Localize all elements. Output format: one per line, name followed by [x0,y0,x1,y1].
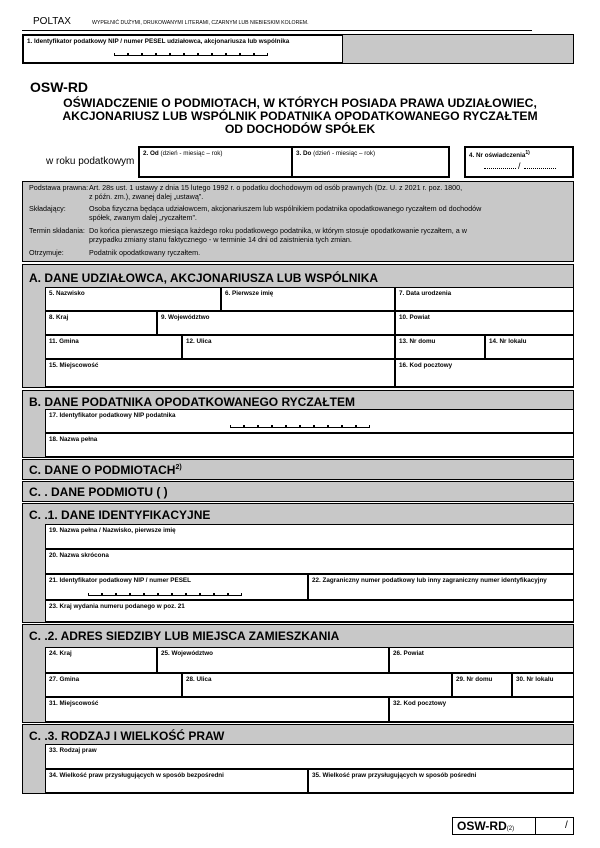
poltax-label: POLTAX [33,16,71,27]
info-box: Podstawa prawna: Art. 28s ust. 1 ustawy z dnia 15 lutego 1992 r. o podatku dochodowym od osób prawnych (Dz. U. z 2021 r. poz. 1800, z późn. zm.), zwanej dalej „ustawą”. Składający: Osoba fizyczna będąca udziałowcem, akcjonariuszem lub wspólnikiem podatnika opodatkowanego ryczałtem od dochodów spółek, zwanym dalej „ryczałtem”. Termin składania: Do końca pierwszego miesiąca każdego roku podatkowego podatnika, w którym stosuje opodatkowanie ryczałtem, a w przypadku zmiany stanu faktycznego - w terminie 14 dni od zaistnienia tych zmian. Otrzymuje: Podatnik opodatkowany ryczałtem. [22,181,574,262]
section-c1: C. .1. DANE IDENTYFIKACYJNE 19. Nazwa pełna / Nazwisko, pierwsze imię 20. Nazwa skrócona 21. Identyfikator podatkowy NIP / numer PESEL 22. Zagraniczny numer podatkowy lub inny zagraniczny numer identyfikacyjny 23. Kraj wydania numeru podanego w poz. 21 [22,503,574,623]
field-22[interactable]: 22. Zagraniczny numer podatkowy lub inny zagraniczny numer identyfikacyjny [308,574,574,600]
field-8[interactable]: 8. Kraj [45,311,157,335]
section-b-title: B. DANE PODATNIKA OPODATKOWANEGO RYCZAŁTEM [29,395,355,409]
field-29[interactable]: 29. Nr domu [452,673,512,697]
field-23[interactable]: 23. Kraj wydania numeru podanego w poz. 21 [45,600,574,622]
field-5[interactable]: 5. Nazwisko [45,287,221,311]
section-c3: C. .3. RODZAJ I WIELKOŚĆ PRAW 33. Rodzaj praw 34. Wielkość praw przysługujących w sposób bezpośredni 35. Wielkość praw przysługujących w sposób pośredni [22,724,574,794]
footer-code-box: OSW-RD(2) / [452,817,574,835]
field-35[interactable]: 35. Wielkość praw przysługujących w sposób pośredni [308,769,574,793]
field-21[interactable]: 21. Identyfikator podatkowy NIP / numer PESEL [45,574,308,600]
field-33[interactable]: 33. Rodzaj praw [45,744,574,769]
section-c2: C. .2. ADRES SIEDZIBY LUB MIEJSCA ZAMIESZKANIA 24. Kraj 25. Województwo 26. Powiat 27. Gmina 28. Ulica 29. Nr domu 30. Nr lokalu 31. Miejscowość 32. Kod pocztowy [22,624,574,723]
field-25[interactable]: 25. Województwo [157,647,389,673]
field-7[interactable]: 7. Data urodzenia [395,287,574,311]
field-3-do[interactable]: 3. Do (dzień - miesiąc – rok) [292,147,449,177]
nip-box [22,34,574,64]
field-18[interactable]: 18. Nazwa pełna [45,433,574,457]
section-a-title: A. DANE UDZIAŁOWCA, AKCJONARIUSZA LUB WSPÓLNIKA [29,271,379,285]
field-9[interactable]: 9. Województwo [157,311,395,335]
field-17[interactable]: 17. Identyfikator podatkowy NIP podatnika [45,409,574,433]
section-c-podmiot: C. . DANE PODMIOTU ( ) [22,481,574,502]
field-6[interactable]: 6. Pierwsze imię [221,287,395,311]
field-24[interactable]: 24. Kraj [45,647,157,673]
field-12[interactable]: 12. Ulica [182,335,395,359]
field-4-nr[interactable]: 4. Nr oświadczenia$^{1)}$ / [465,147,573,177]
field-31[interactable]: 31. Miejscowość [45,697,389,722]
field-30[interactable]: 30. Nr lokalu [512,673,574,697]
footer-code: OSW-RD [457,819,507,833]
field-27[interactable]: 27. Gmina [45,673,182,697]
field-32[interactable]: 32. Kod pocztowy [389,697,574,722]
field-19[interactable]: 19. Nazwa pełna / Nazwisko, pierwsze imię [45,524,574,549]
field-15[interactable]: 15. Miejscowość [45,359,395,387]
form-code: OSW-RD [30,79,89,95]
field-1-label: 1. Identyfikator podatkowy NIP / numer PESEL udziałowca, akcjonariusza lub wspólnika [27,38,290,45]
section-c-header: C. DANE O PODMIOTACH$^{2)}$ [22,459,574,480]
field-20[interactable]: 20. Nazwa skrócona [45,549,574,574]
instruction-text: WYPEŁNIĆ DUŻYMI, DRUKOWANYMI LITERAMI, CZARNYM LUB NIEBIESKIM KOLOREM. [92,20,309,26]
field-14[interactable]: 14. Nr lokalu [485,335,574,359]
section-a [22,264,574,388]
nip-field[interactable] [23,35,343,63]
field-28[interactable]: 28. Ulica [182,673,452,697]
field-2-od[interactable]: 2. Od (dzień - miesiąc – rok) [139,147,292,177]
section-b [22,390,574,458]
field-16[interactable]: 16. Kod pocztowy [395,359,574,387]
field-26[interactable]: 26. Powiat [389,647,574,673]
form-title: OŚWIADCZENIE O PODMIOTACH, W KTÓRYCH POSIADA PRAWA UDZIAŁOWIEC, AKCJONARIUSZ LUB WSPÓLNIK PODATNIKA OPODATKOWANEGO RYCZAŁTEM OD DOCHODÓW SPÓŁEK [62,96,538,136]
field-10[interactable]: 10. Powiat [395,311,574,335]
field-11[interactable]: 11. Gmina [45,335,182,359]
field-34[interactable]: 34. Wielkość praw przysługujących w sposób bezpośredni [45,769,308,793]
w-roku-label: w roku podatkowym [46,156,135,167]
field-13[interactable]: 13. Nr domu [395,335,485,359]
